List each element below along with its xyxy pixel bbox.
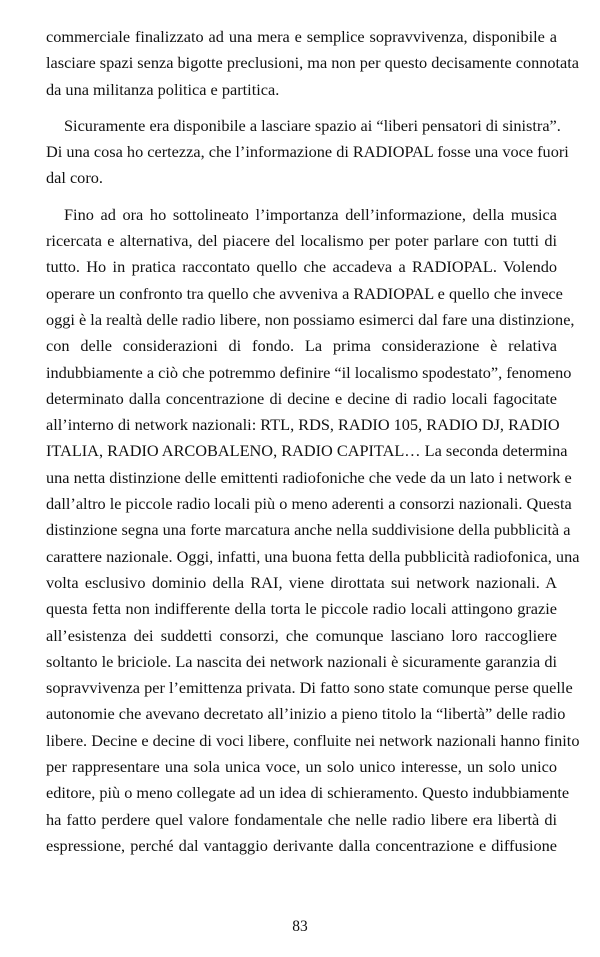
text-line: ha fatto perdere quel valore fondamentale che nelle radio libere era libertà di: [46, 809, 557, 829]
text-line: commerciale finalizzato ad una mera e semplice sopravvivenza, disponibile a: [46, 27, 557, 46]
text-line: distinzione segna una forte marcatura anche nella suddivisione della pubblicità a: [46, 520, 571, 540]
text-line: all’interno di network nazionali: RTL, RDS, RADIO 105, RADIO DJ, RADIO: [46, 415, 560, 435]
text-line: volta esclusivo dominio della RAI, viene dirottata sui network nazionali. A: [46, 572, 557, 592]
paragraph: [46, 113, 569, 192]
text-line: dal coro.: [46, 168, 103, 188]
text-line: soltanto le briciole. La nascita dei network nazionali è sicuramente garanzia di: [46, 651, 557, 671]
text-line: editore, più o meno collegate ad un idea di schieramento. Questo indubbiamente: [46, 783, 570, 803]
text-line: una netta distinzione delle emittenti radiofoniche che vede da un lato i network e: [46, 467, 572, 487]
text-line: indubbiamente a ciò che potremmo definire “il localismo spodestato”, fenomeno: [46, 362, 572, 382]
paragraph-gap: [46, 103, 557, 113]
paragraph: [46, 202, 580, 859]
text-line: Di una cosa ho certezza, che l’informazione di RADIOPAL fosse una voce fuori: [46, 142, 569, 162]
text-line: Sicuramente era disponibile a lasciare spazio ai “liberi pensatori di sinistra”.: [64, 115, 561, 135]
text-line: questa fetta non indifferente della torta le piccole radio locali attingono grazie: [46, 599, 557, 619]
text-line: ricercata e alternativa, del piacere del localismo per poter parlare con tutti di: [46, 231, 557, 251]
text-line: lasciare spazi senza bigotte preclusioni, ma non per questo decisamente connotata: [46, 53, 580, 73]
text-line: Fino ad ora ho sottolineato l’importanza dell’informazione, della musica: [64, 204, 557, 224]
body-text: [46, 24, 580, 859]
text-line: con delle considerazioni di fondo. La prima considerazione è relativa: [46, 336, 557, 356]
text-line: libere. Decine e decine di voci libere, confluite nei network nazionali hanno finito: [46, 730, 580, 750]
text-line: determinato dalla concentrazione di decine e decine di radio locali fagocitate: [46, 388, 557, 408]
text-line: da una militanza politica e partitica.: [46, 79, 280, 99]
text-line: per rappresentare una sola unica voce, un solo unico interesse, un solo unico: [46, 757, 557, 777]
text-line: autonomie che avevano decretato all’inizio a pieno titolo la “libertà” delle radio: [46, 704, 566, 724]
text-line: all’esistenza dei suddetti consorzi, che comunque lasciano loro raccogliere: [46, 625, 557, 645]
text-line: dall’altro le piccole radio locali più o meno aderenti a consorzi nazionali. Questa: [46, 494, 572, 514]
paragraph: [46, 24, 580, 103]
text-line: carattere nazionale. Oggi, infatti, una buona fetta della pubblicità radiofonica, una: [46, 546, 580, 566]
text-line: operare un confronto tra quello che avveniva a RADIOPAL e quello che invece: [46, 283, 563, 303]
paragraph-gap: [46, 192, 557, 202]
page-number: 83: [292, 918, 308, 935]
text-line: espressione, perché dal vantaggio derivante dalla concentrazione e diffusione: [46, 835, 557, 855]
text-line: ITALIA, RADIO ARCOBALENO, RADIO CAPITAL… La seconda determina: [46, 441, 568, 461]
text-line: sopravvivenza per l’emittenza privata. Di fatto sono state comunque perse quelle: [46, 678, 573, 698]
text-line: oggi è la realtà delle radio libere, non possiamo esimerci dal fare una distinzione,: [46, 309, 575, 329]
text-line: tutto. Ho in pratica raccontato quello che accadeva a RADIOPAL. Volendo: [46, 257, 557, 277]
